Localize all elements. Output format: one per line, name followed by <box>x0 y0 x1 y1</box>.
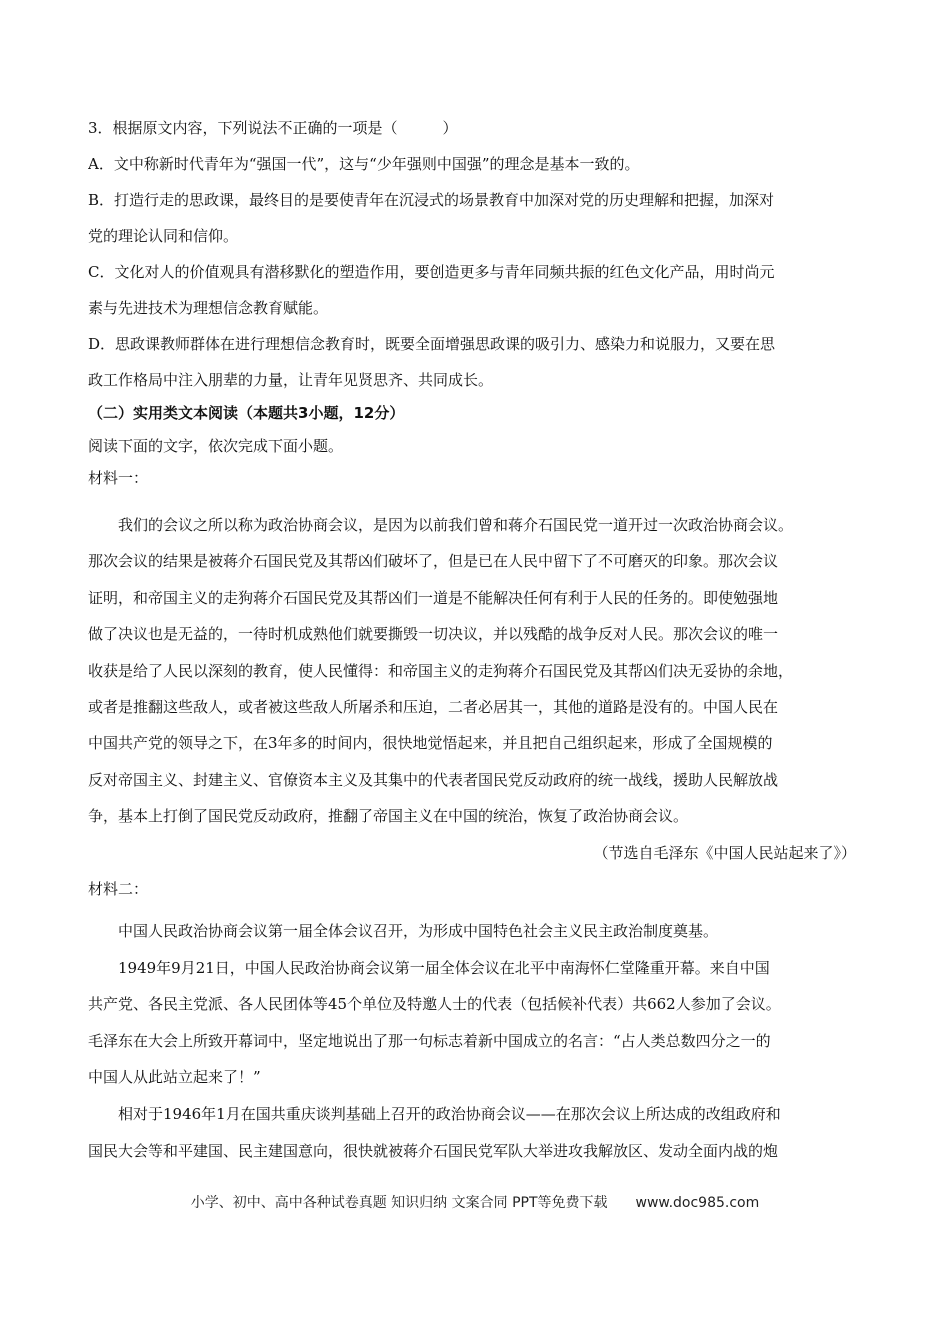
footer-url[interactable]: www.doc985.com <box>635 1195 760 1211</box>
material-2-line: 1949年9月21日，中国人民政治协商会议第一届全体会议在北平中南海怀仁堂隆重开幕。来自中国 <box>118 958 770 977</box>
material-2-line: 中国人从此站立起来了！” <box>88 1068 261 1087</box>
material-1-label: 材料一： <box>88 469 149 487</box>
option-b-line-1: B．打造行走的思政课，最终目的是要使青年在沉浸式的场景教育中加深对党的历史理解和把握，加深对 <box>88 191 775 209</box>
material-1-line: 证明，和帝国主义的走狗蒋介石国民党及其帮凶们一道是不能解决任何有利于人民的任务的。即使勉强地 <box>88 588 779 607</box>
material-2-line: 国民大会等和平建国、民主建国意向，很快就被蒋介石国民党军队大举进攻我解放区、发动全面内战的炮 <box>88 1141 779 1160</box>
material-1-body <box>88 507 864 907</box>
question-3 <box>88 110 864 496</box>
option-c-line-1: C．文化对人的价值观具有潜移默化的塑造作用，要创造更多与青年同频共振的红色文化产品，用时尚元 <box>88 263 775 281</box>
material-1-source: （节选自毛泽东《中国人民站起来了》） <box>593 843 856 862</box>
option-b-line-2: 党的理论认同和信仰。 <box>88 227 239 245</box>
material-1-line: 那次会议的结果是被蒋介石国民党及其帮凶们破坏了，但是已在人民中留下了不可磨灭的印象。那次会议 <box>88 552 779 571</box>
option-c-line-2: 素与先进技术为理想信念教育赋能。 <box>88 299 329 317</box>
page-footer <box>0 1192 950 1212</box>
material-2-line: 相对于1946年1月在国共重庆谈判基础上召开的政治协商会议——在那次会议上所达成的改组政府和 <box>118 1104 781 1123</box>
material-1-line: 做了决议也是无益的，一待时机成熟他们就要撕毁一切决议，并以残酷的战争反对人民。那次会议的唯一 <box>88 625 779 644</box>
material-2-line: 共产党、各民主党派、各人民团体等45个单位及特邀人士的代表（包括候补代表）共662人参加了会议。 <box>88 995 781 1014</box>
reading-instruction: 阅读下面的文字，依次完成下面小题。 <box>88 437 344 455</box>
question-stem: 3．根据原文内容，下列说法不正确的一项是（ ） <box>88 119 458 137</box>
material-1-line: 收获是给了人民以深刻的教育，使人民懂得：和帝国主义的走狗蒋介石国民党及其帮凶们决无妥协的余地， <box>88 661 794 680</box>
material-1-line: 争，基本上打倒了国民党反动政府，推翻了帝国主义在中国的统治，恢复了政治协商会议。 <box>88 807 689 826</box>
material-1-line: 或者是推翻这些敌人，或者被这些敌人所屠杀和压迫，二者必居其一，其他的道路是没有的。中国人民在 <box>88 697 779 716</box>
material-2-line: 毛泽东在大会上所致开幕词中，坚定地说出了那一句标志着新中国成立的名言：“占人类总数四分之一的 <box>88 1031 771 1050</box>
material-2-label: 材料二： <box>88 879 149 898</box>
material-1-line: 反对帝国主义、封建主义、官僚资本主义及其集中的代表者国民党反动政府的统一战线，援助人民解放战 <box>88 770 779 789</box>
option-d-line-2: 政工作格局中注入朋辈的力量，让青年见贤思齐、共同成长。 <box>88 371 494 389</box>
footer-text: 小学、初中、高中各种试卷真题 知识归纳 文案合同 PPT等免费下载 <box>190 1195 608 1211</box>
material-2-body <box>88 913 864 1169</box>
material-2-line: 中国人民政治协商会议第一届全体会议召开，为形成中国特色社会主义民主政治制度奠基。 <box>118 922 719 940</box>
material-1-line: 我们的会议之所以称为政治协商会议，是因为以前我们曾和蒋介石国民党一道开过一次政治协商会议。 <box>118 516 794 534</box>
option-d-line-1: D．思政课教师群体在进行理想信念教育时，既要全面增强思政课的吸引力、感染力和说服力，又要在思 <box>88 335 776 353</box>
option-a: A．文中称新时代青年为“强国一代”，这与“少年强则中国强”的理念是基本一致的。 <box>88 155 640 173</box>
material-1-line: 中国共产党的领导之下，在3年多的时间内，很快地觉悟起来，并且把自己组织起来，形成了全国规模的 <box>88 734 773 753</box>
section-heading: （二）实用类文本阅读（本题共3小题，12分） <box>88 404 405 422</box>
